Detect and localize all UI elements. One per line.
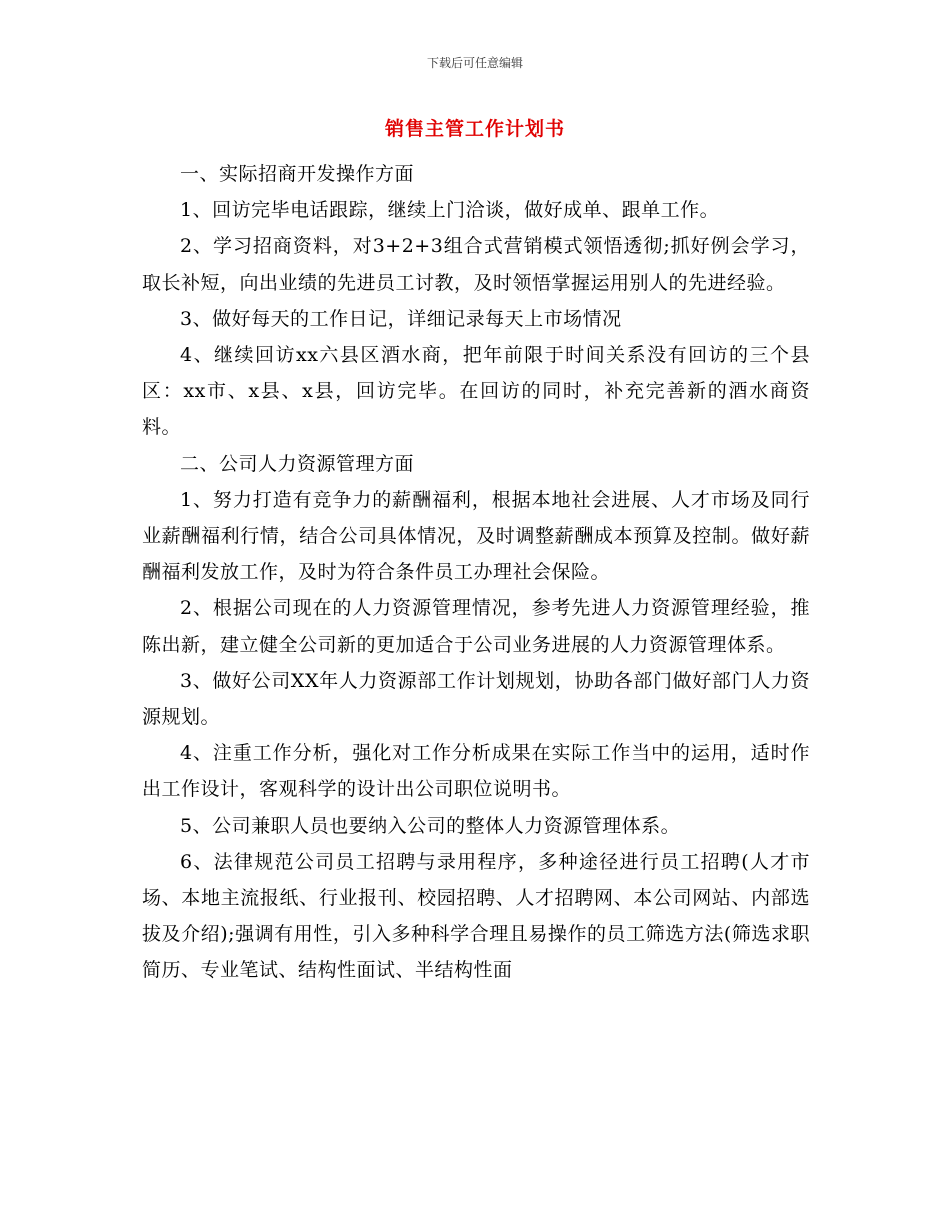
paragraph: 2、根据公司现在的人力资源管理情况，参考先进人力资源管理经验，推陈出新，建立健全公司新的更加适合于公司业务进展的人力资源管理体系。 xyxy=(142,597,810,656)
document-body xyxy=(142,156,810,989)
paragraph: 1、努力打造有竞争力的薪酬福利，根据本地社会进展、人才市场及同行业薪酬福利行情，结合公司具体情况，及时调整薪酬成本预算及控制。做好薪酬福利发放工作，及时为符合条件员工办理社会保险。 xyxy=(142,488,810,584)
paragraph: 3、做好每天的工作日记，详细记录每天上市场情况 xyxy=(180,307,622,330)
paragraph: 2、学习招商资料，对3+2+3组合式营销模式领悟透彻;抓好例会学习，取长补短，向出业绩的先进员工讨教，及时领悟掌握运用别人的先进经验。 xyxy=(142,235,810,294)
paragraph: 6、法律规范公司员工招聘与录用程序，多种途径进行员工招聘(人才市场、本地主流报纸、行业报刊、校园招聘、人才招聘网、本公司网站、内部选拔及介绍);强调有用性，引入多种科学合理且易操作的员工筛选方法(筛选求职简历、专业笔试、结构性面试、半结构性面 xyxy=(142,850,810,982)
paragraph: 4、注重工作分析，强化对工作分析成果在实际工作当中的运用，适时作出工作设计，客观科学的设计出公司职位说明书。 xyxy=(142,742,810,801)
header-note: 下载后可任意编辑 xyxy=(426,56,523,70)
section-heading-1: 一、实际招商开发操作方面 xyxy=(180,163,415,185)
document-title: 销售主管工作计划书 xyxy=(384,118,565,140)
section-heading-2: 二、公司人力资源管理方面 xyxy=(180,452,415,475)
paragraph: 5、公司兼职人员也要纳入公司的整体人力资源管理体系。 xyxy=(180,814,681,837)
paragraph: 4、继续回访xx六县区酒水商，把年前限于时间关系没有回访的三个县区：xx市、x县、x县，回访完毕。在回访的同时，补充完善新的酒水商资料。 xyxy=(142,344,810,439)
paragraph: 1、回访完毕电话跟踪，继续上门洽谈，做好成单、跟单工作。 xyxy=(180,199,720,222)
paragraph: 3、做好公司XX年人力资源部工作计划规划，协助各部门做好部门人力资源规划。 xyxy=(142,669,810,729)
